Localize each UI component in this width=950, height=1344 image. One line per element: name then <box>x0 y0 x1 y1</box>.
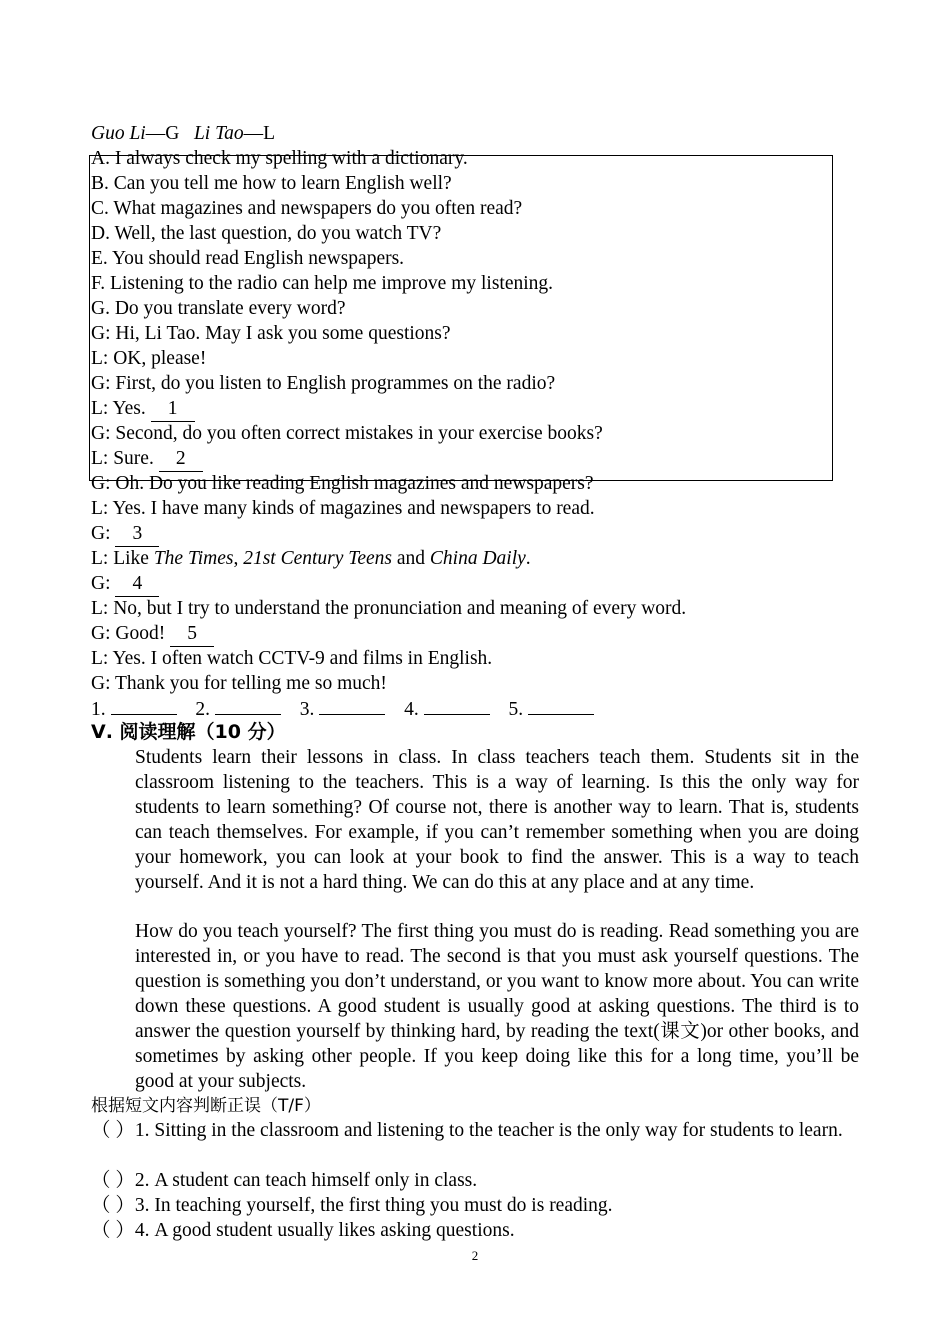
dialogue-line: L: Yes. 1 <box>91 396 195 422</box>
tf-question-4: （ ）4. A good student usually likes asking questions. <box>91 1220 515 1241</box>
dialogue-line: L: OK, please! <box>91 348 207 369</box>
reading-paragraph-1: Students learn their lessons in class. In class teachers teach them. Students sit in the classroom listening to the teachers. This is a way of learning. Is this the only way for students to learn something? Of course not, there is another way to learn. That is, students can teach themselves. For example, if you can’t remember something when you are doing your homework, you can look at your book to find the answer. This is a way to teach yourself. And it is not a hard thing. We can do this at any place and at any time. <box>135 747 859 893</box>
option-b: B. Can you tell me how to learn English well? <box>91 173 452 194</box>
option-d: D. Well, the last question, do you watch TV? <box>91 223 442 244</box>
dialogue-line: L: Like The Times, 21st Century Teens and China Daily. <box>91 548 531 569</box>
tf-question-3: （ ）3. In teaching yourself, the first thing you must do is reading. <box>91 1195 613 1216</box>
dialogue-line: L: No, but I try to understand the pronunciation and meaning of every word. <box>91 598 687 619</box>
dialogue-line: L: Sure. 2 <box>91 446 203 472</box>
answer-blank-1[interactable] <box>111 696 177 715</box>
blank-4: 4 <box>115 571 159 597</box>
blank-2: 2 <box>159 446 203 472</box>
reading-paragraph-2: How do you teach yourself? The first thing you must do is reading. Read something you are interested in, or you have to read. The second is that you must ask yourself questions. The question is something you don’t understand, or you want to know more about. You can write down these questions. A good student is usually good at asking questions. The third is to answer the question yourself by thinking hard, by reading the text(课文)or other books, and sometimes by asking other people. If you keep doing like this for a long time, you’ll be good at your subjects. <box>135 921 859 1092</box>
blank-5: 5 <box>170 621 214 647</box>
speaker-name-li: Li Tao <box>193 123 244 144</box>
answer-row: 1. 2. 3. 4. 5. <box>91 696 608 722</box>
answer-blank-4[interactable] <box>424 696 490 715</box>
dialogue-line: G: Thank you for telling me so much! <box>91 673 387 694</box>
dialogue-line: G: Second, do you often correct mistakes in your exercise books? <box>91 423 603 444</box>
answer-blank-2[interactable] <box>215 696 281 715</box>
dialogue-line: L: Yes. I often watch CCTV-9 and films in English. <box>91 648 493 669</box>
blank-3: 3 <box>115 521 159 547</box>
dialogue-line: G: Oh. Do you like reading English magazines and newspapers? <box>91 473 594 494</box>
speaker-legend: Guo Li—G Li Tao—L <box>91 123 276 144</box>
option-c: C. What magazines and newspapers do you often read? <box>91 198 523 219</box>
answer-blank-3[interactable] <box>319 696 385 715</box>
tf-instruction: 根据短文内容判断正误（T/F） <box>91 1096 321 1116</box>
answer-blank-5[interactable] <box>528 696 594 715</box>
option-e: E. You should read English newspapers. <box>91 248 405 269</box>
dialogue-line: G: 4 <box>91 571 159 597</box>
dialogue-line: G: 3 <box>91 521 159 547</box>
option-a: A. I always check my spelling with a dictionary. <box>91 148 468 169</box>
dialogue-line: G: First, do you listen to English programmes on the radio? <box>91 373 556 394</box>
tf-question-1: （ ）1. Sitting in the classroom and listening to the teacher is the only way for students to learn. <box>91 1120 843 1141</box>
dialogue-line: G: Good! 5 <box>91 621 214 647</box>
dialogue-line: L: Yes. I have many kinds of magazines and newspapers to read. <box>91 498 595 519</box>
speaker-name-guo: Guo Li <box>91 123 146 144</box>
tf-question-2: （ ）2. A student can teach himself only in class. <box>91 1170 478 1191</box>
page-number: 2 <box>471 1248 479 1263</box>
option-g: G. Do you translate every word? <box>91 298 346 319</box>
dialogue-line: G: Hi, Li Tao. May I ask you some questions? <box>91 323 451 344</box>
section-heading: Ⅴ. 阅读理解（10 分） <box>91 721 286 743</box>
blank-1: 1 <box>151 396 195 422</box>
option-f: F. Listening to the radio can help me improve my listening. <box>91 273 554 294</box>
